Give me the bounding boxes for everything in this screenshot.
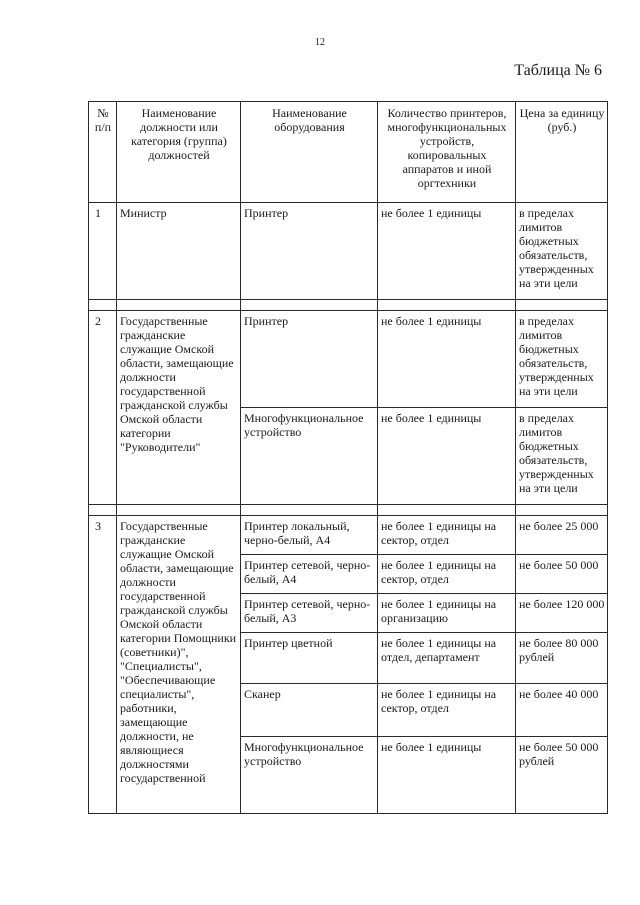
- row-position: Министр: [117, 203, 241, 300]
- row-price: в пределах лимитов бюджетных обязательств, утвержденных на эти цели: [516, 203, 608, 300]
- row-quantity: не более 1 единицы на сектор, отдел: [378, 555, 516, 594]
- row-equipment: Принтер: [241, 203, 378, 300]
- header-num: № п/п: [89, 102, 117, 203]
- row-quantity: не более 1 единицы: [378, 737, 516, 814]
- row-equipment: Принтер локальный, черно-белый, А4: [241, 516, 378, 555]
- header-position: Наименование должности или категория (группа) должностей: [117, 102, 241, 203]
- row-equipment: Принтер сетевой, черно-белый, А4: [241, 555, 378, 594]
- row-price: не более 40 000: [516, 684, 608, 737]
- table-row: [89, 311, 608, 408]
- row-num: 3: [89, 516, 117, 814]
- row-price: в пределах лимитов бюджетных обязательств, утвержденных на эти цели: [516, 408, 608, 505]
- row-price: не более 50 000: [516, 555, 608, 594]
- row-quantity: не более 1 единицы: [378, 203, 516, 300]
- equipment-norms-table: [88, 101, 608, 814]
- table-row: [89, 516, 608, 555]
- row-quantity: не более 1 единицы на сектор, отдел: [378, 516, 516, 555]
- header-price: Цена за единицу (руб.): [516, 102, 608, 203]
- row-quantity: не более 1 единицы на отдел, департамент: [378, 633, 516, 684]
- row-price: не более 120 000: [516, 594, 608, 633]
- row-equipment: Многофункциональное устройство: [241, 408, 378, 505]
- table-header-row: [89, 102, 608, 203]
- row-num: 1: [89, 203, 117, 300]
- row-spacer: [89, 300, 608, 311]
- row-quantity: не более 1 единицы на организацию: [378, 594, 516, 633]
- row-spacer: [89, 505, 608, 516]
- row-price: не более 25 000: [516, 516, 608, 555]
- table-row: [89, 203, 608, 300]
- header-quantity: Количество принтеров, многофункциональных устройств, копировальных аппаратов и иной оргтехники: [378, 102, 516, 203]
- row-position: Государственные гражданские служащие Омской области, замещающие должности государственной гражданской службы Омской области категории "Руководители": [117, 311, 241, 505]
- table-caption: Таблица № 6: [514, 62, 602, 79]
- row-price: не более 80 000 рублей: [516, 633, 608, 684]
- row-quantity: не более 1 единицы на сектор, отдел: [378, 684, 516, 737]
- row-num: 2: [89, 311, 117, 505]
- row-quantity: не более 1 единицы: [378, 311, 516, 408]
- row-price: не более 50 000 рублей: [516, 737, 608, 814]
- row-equipment: Принтер: [241, 311, 378, 408]
- row-equipment: Принтер сетевой, черно-белый, А3: [241, 594, 378, 633]
- row-price: в пределах лимитов бюджетных обязательств, утвержденных на эти цели: [516, 311, 608, 408]
- page-number: 12: [315, 37, 325, 48]
- row-equipment: Сканер: [241, 684, 378, 737]
- row-equipment: Многофункциональное устройство: [241, 737, 378, 814]
- row-position: Государственные гражданские служащие Омской области, замещающие должности государственной гражданской службы Омской области категории Помощники (советники)", "Специалисты", "Обеспечивающие специалисты", работники, замещающие должности, не являющиеся должностями государственной: [117, 516, 241, 814]
- row-quantity: не более 1 единицы: [378, 408, 516, 505]
- header-equipment: Наименование оборудования: [241, 102, 378, 203]
- row-equipment: Принтер цветной: [241, 633, 378, 684]
